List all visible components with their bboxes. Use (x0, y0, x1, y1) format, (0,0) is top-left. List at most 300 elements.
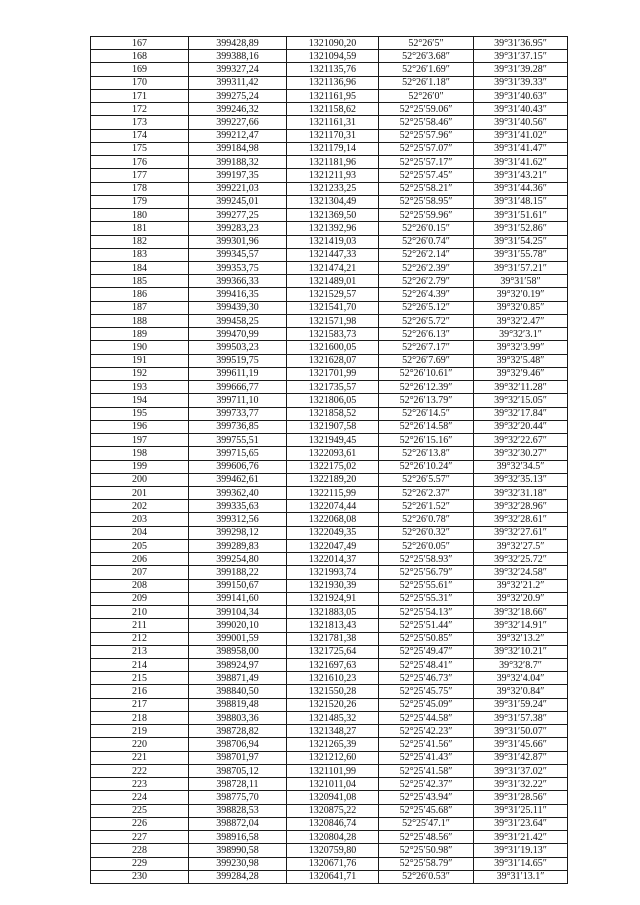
table-row (91, 619, 568, 632)
y-coordinate-cell: 1322093,61 (287, 447, 379, 460)
table-row (91, 632, 568, 645)
table-row (91, 751, 568, 764)
y-coordinate-cell: 1321697,63 (287, 659, 379, 672)
table-row (91, 142, 568, 155)
longitude-cell: 39°31′19.13″ (474, 844, 568, 857)
point-number-cell: 201 (91, 486, 189, 499)
longitude-cell: 39°32′10.21″ (474, 645, 568, 658)
longitude-cell: 39°31′43.21″ (474, 169, 568, 182)
y-coordinate-cell: 1322014,37 (287, 553, 379, 566)
longitude-cell: 39°31′40.56″ (474, 116, 568, 129)
table-row (91, 645, 568, 658)
x-coordinate-cell: 399462,61 (189, 473, 287, 486)
point-number-cell: 220 (91, 738, 189, 751)
longitude-cell: 39°32′8.7″ (474, 659, 568, 672)
y-coordinate-cell: 1321304,49 (287, 195, 379, 208)
longitude-cell: 39°32′2.47″ (474, 314, 568, 327)
point-number-cell: 215 (91, 672, 189, 685)
y-coordinate-cell: 1321179,14 (287, 142, 379, 155)
table-row (91, 778, 568, 791)
longitude-cell: 39°32′27.5″ (474, 539, 568, 552)
point-number-cell: 210 (91, 606, 189, 619)
point-number-cell: 181 (91, 222, 189, 235)
table-row (91, 129, 568, 142)
table-row (91, 156, 568, 169)
table-row (91, 103, 568, 116)
point-number-cell: 203 (91, 513, 189, 526)
x-coordinate-cell: 399439,30 (189, 301, 287, 314)
y-coordinate-cell: 1321993,74 (287, 566, 379, 579)
longitude-cell: 39°31′58″ (474, 275, 568, 288)
table-row (91, 831, 568, 844)
longitude-cell: 39°32′28.61″ (474, 513, 568, 526)
point-number-cell: 227 (91, 831, 189, 844)
latitude-cell: 52°26′14.58″ (379, 420, 474, 433)
latitude-cell: 52°25′59.06″ (379, 103, 474, 116)
longitude-cell: 39°31′42.87″ (474, 751, 568, 764)
longitude-cell: 39°32′31.18″ (474, 486, 568, 499)
latitude-cell: 52°25′57.07″ (379, 142, 474, 155)
latitude-cell: 52°25′58.95″ (379, 195, 474, 208)
y-coordinate-cell: 1321348,27 (287, 725, 379, 738)
point-number-cell: 195 (91, 407, 189, 420)
y-coordinate-cell: 1320846,74 (287, 817, 379, 830)
latitude-cell: 52°25′43.94″ (379, 791, 474, 804)
y-coordinate-cell: 1321701,99 (287, 367, 379, 380)
point-number-cell: 171 (91, 89, 189, 102)
longitude-cell: 39°32′14.91″ (474, 619, 568, 632)
latitude-cell: 52°25′51.44″ (379, 619, 474, 632)
point-number-cell: 199 (91, 460, 189, 473)
longitude-cell: 39°31′14.65″ (474, 857, 568, 870)
x-coordinate-cell: 399353,75 (189, 261, 287, 274)
latitude-cell: 52°26′0.53″ (379, 870, 474, 883)
table-row (91, 698, 568, 711)
y-coordinate-cell: 1321090,20 (287, 37, 379, 50)
point-number-cell: 223 (91, 778, 189, 791)
longitude-cell: 39°31′40.63″ (474, 89, 568, 102)
y-coordinate-cell: 1321161,95 (287, 89, 379, 102)
table-row (91, 116, 568, 129)
y-coordinate-cell: 1321583,73 (287, 328, 379, 341)
longitude-cell: 39°31′28.56″ (474, 791, 568, 804)
y-coordinate-cell: 1320671,76 (287, 857, 379, 870)
x-coordinate-cell: 399284,28 (189, 870, 287, 883)
point-number-cell: 179 (91, 195, 189, 208)
longitude-cell: 39°32′30.27″ (474, 447, 568, 460)
table-row (91, 195, 568, 208)
longitude-cell: 39°31′41.62″ (474, 156, 568, 169)
longitude-cell: 39°32′17.84″ (474, 407, 568, 420)
y-coordinate-cell: 1322074,44 (287, 500, 379, 513)
longitude-cell: 39°32′3.1″ (474, 328, 568, 341)
longitude-cell: 39°32′35.13″ (474, 473, 568, 486)
latitude-cell: 52°25′41.58″ (379, 764, 474, 777)
table-row (91, 659, 568, 672)
longitude-cell: 39°31′57.38″ (474, 711, 568, 724)
y-coordinate-cell: 1321781,38 (287, 632, 379, 645)
table-row (91, 50, 568, 63)
y-coordinate-cell: 1321135,76 (287, 63, 379, 76)
x-coordinate-cell: 399001,59 (189, 632, 287, 645)
x-coordinate-cell: 398701,97 (189, 751, 287, 764)
table-row (91, 870, 568, 883)
point-number-cell: 198 (91, 447, 189, 460)
table-row (91, 460, 568, 473)
x-coordinate-cell: 399362,40 (189, 486, 287, 499)
point-number-cell: 228 (91, 844, 189, 857)
y-coordinate-cell: 1321806,05 (287, 394, 379, 407)
x-coordinate-cell: 399611,19 (189, 367, 287, 380)
longitude-cell: 39°32′9.46″ (474, 367, 568, 380)
x-coordinate-cell: 399519,75 (189, 354, 287, 367)
longitude-cell: 39°32′13.2″ (474, 632, 568, 645)
latitude-cell: 52°26′10.24″ (379, 460, 474, 473)
y-coordinate-cell: 1321474,21 (287, 261, 379, 274)
y-coordinate-cell: 1321883,05 (287, 606, 379, 619)
latitude-cell: 52°26′7.17″ (379, 341, 474, 354)
latitude-cell: 52°26′3.68″ (379, 50, 474, 63)
y-coordinate-cell: 1322175,02 (287, 460, 379, 473)
point-number-cell: 222 (91, 764, 189, 777)
y-coordinate-cell: 1321489,01 (287, 275, 379, 288)
x-coordinate-cell: 399327,24 (189, 63, 287, 76)
x-coordinate-cell: 399301,96 (189, 235, 287, 248)
y-coordinate-cell: 1321211,93 (287, 169, 379, 182)
point-number-cell: 218 (91, 711, 189, 724)
table-row (91, 354, 568, 367)
point-number-cell: 213 (91, 645, 189, 658)
latitude-cell: 52°25′50.85″ (379, 632, 474, 645)
x-coordinate-cell: 399141,60 (189, 592, 287, 605)
y-coordinate-cell: 1321136,96 (287, 76, 379, 89)
table-row (91, 63, 568, 76)
x-coordinate-cell: 398840,50 (189, 685, 287, 698)
table-row (91, 738, 568, 751)
latitude-cell: 52°25′45.75″ (379, 685, 474, 698)
y-coordinate-cell: 1321813,43 (287, 619, 379, 632)
y-coordinate-cell: 1320875,22 (287, 804, 379, 817)
point-number-cell: 184 (91, 261, 189, 274)
table-row (91, 301, 568, 314)
x-coordinate-cell: 398871,49 (189, 672, 287, 685)
x-coordinate-cell: 398828,53 (189, 804, 287, 817)
latitude-cell: 52°25′44.58″ (379, 711, 474, 724)
longitude-cell: 39°31′37.15″ (474, 50, 568, 63)
x-coordinate-cell: 399245,01 (189, 195, 287, 208)
longitude-cell: 39°31′39.33″ (474, 76, 568, 89)
point-number-cell: 207 (91, 566, 189, 579)
point-number-cell: 192 (91, 367, 189, 380)
point-number-cell: 182 (91, 235, 189, 248)
y-coordinate-cell: 1322047,49 (287, 539, 379, 552)
latitude-cell: 52°25′58.93″ (379, 553, 474, 566)
point-number-cell: 196 (91, 420, 189, 433)
y-coordinate-cell: 1321447,33 (287, 248, 379, 261)
x-coordinate-cell: 399188,22 (189, 566, 287, 579)
point-number-cell: 175 (91, 142, 189, 155)
point-number-cell: 193 (91, 381, 189, 394)
y-coordinate-cell: 1321369,50 (287, 209, 379, 222)
y-coordinate-cell: 1322068,08 (287, 513, 379, 526)
x-coordinate-cell: 399345,57 (189, 248, 287, 261)
table-row (91, 89, 568, 102)
point-number-cell: 188 (91, 314, 189, 327)
table-row (91, 314, 568, 327)
table-row (91, 288, 568, 301)
y-coordinate-cell: 1321419,03 (287, 235, 379, 248)
point-number-cell: 204 (91, 526, 189, 539)
longitude-cell: 39°32′0.84″ (474, 685, 568, 698)
longitude-cell: 39°31′36.95″ (474, 37, 568, 50)
longitude-cell: 39°31′55.78″ (474, 248, 568, 261)
longitude-cell: 39°31′13.1″ (474, 870, 568, 883)
y-coordinate-cell: 1321161,31 (287, 116, 379, 129)
x-coordinate-cell: 398728,82 (189, 725, 287, 738)
x-coordinate-cell: 398728,11 (189, 778, 287, 791)
latitude-cell: 52°26′13.8″ (379, 447, 474, 460)
point-number-cell: 226 (91, 817, 189, 830)
longitude-cell: 39°31′41.02″ (474, 129, 568, 142)
longitude-cell: 39°32′5.48″ (474, 354, 568, 367)
point-number-cell: 174 (91, 129, 189, 142)
table-row (91, 857, 568, 870)
latitude-cell: 52°25′58.79″ (379, 857, 474, 870)
x-coordinate-cell: 399470,99 (189, 328, 287, 341)
latitude-cell: 52°26′5.57″ (379, 473, 474, 486)
longitude-cell: 39°32′27.61″ (474, 526, 568, 539)
x-coordinate-cell: 399733,77 (189, 407, 287, 420)
x-coordinate-cell: 399289,83 (189, 539, 287, 552)
point-number-cell: 230 (91, 870, 189, 883)
longitude-cell: 39°31′37.02″ (474, 764, 568, 777)
latitude-cell: 52°26′0.78″ (379, 513, 474, 526)
x-coordinate-cell: 399254,80 (189, 553, 287, 566)
latitude-cell: 52°25′45.09″ (379, 698, 474, 711)
longitude-cell: 39°31′57.21″ (474, 261, 568, 274)
point-number-cell: 168 (91, 50, 189, 63)
longitude-cell: 39°31′41.47″ (474, 142, 568, 155)
y-coordinate-cell: 1321485,32 (287, 711, 379, 724)
longitude-cell: 39°31′21.42″ (474, 831, 568, 844)
point-number-cell: 202 (91, 500, 189, 513)
point-number-cell: 180 (91, 209, 189, 222)
x-coordinate-cell: 399275,24 (189, 89, 287, 102)
point-number-cell: 211 (91, 619, 189, 632)
table-row (91, 275, 568, 288)
table-row (91, 248, 568, 261)
y-coordinate-cell: 1321930,39 (287, 579, 379, 592)
point-number-cell: 214 (91, 659, 189, 672)
latitude-cell: 52°26′4.39″ (379, 288, 474, 301)
latitude-cell: 52°25′55.31″ (379, 592, 474, 605)
table-row (91, 407, 568, 420)
y-coordinate-cell: 1321600,05 (287, 341, 379, 354)
point-number-cell: 186 (91, 288, 189, 301)
longitude-cell: 39°32′28.96″ (474, 500, 568, 513)
table-row (91, 394, 568, 407)
x-coordinate-cell: 399311,42 (189, 76, 287, 89)
y-coordinate-cell: 1321541,70 (287, 301, 379, 314)
longitude-cell: 39°32′15.05″ (474, 394, 568, 407)
point-number-cell: 189 (91, 328, 189, 341)
point-number-cell: 169 (91, 63, 189, 76)
table-row (91, 725, 568, 738)
table-row (91, 367, 568, 380)
latitude-cell: 52°25′46.73″ (379, 672, 474, 685)
latitude-cell: 52°26′0.32″ (379, 526, 474, 539)
point-number-cell: 200 (91, 473, 189, 486)
coordinates-table (90, 36, 568, 884)
x-coordinate-cell: 399188,32 (189, 156, 287, 169)
longitude-cell: 39°32′20.9″ (474, 592, 568, 605)
latitude-cell: 52°25′45.68″ (379, 804, 474, 817)
point-number-cell: 187 (91, 301, 189, 314)
y-coordinate-cell: 1322049,35 (287, 526, 379, 539)
latitude-cell: 52°25′48.41″ (379, 659, 474, 672)
y-coordinate-cell: 1321265,39 (287, 738, 379, 751)
latitude-cell: 52°25′41.43″ (379, 751, 474, 764)
x-coordinate-cell: 398706,94 (189, 738, 287, 751)
longitude-cell: 39°32′34.5″ (474, 460, 568, 473)
x-coordinate-cell: 399184,98 (189, 142, 287, 155)
latitude-cell: 52°25′50.98″ (379, 844, 474, 857)
table-row (91, 473, 568, 486)
table-row (91, 539, 568, 552)
point-number-cell: 197 (91, 434, 189, 447)
latitude-cell: 52°26′7.69″ (379, 354, 474, 367)
point-number-cell: 176 (91, 156, 189, 169)
latitude-cell: 52°25′58.21″ (379, 182, 474, 195)
x-coordinate-cell: 398872,04 (189, 817, 287, 830)
y-coordinate-cell: 1321924,91 (287, 592, 379, 605)
table-row (91, 579, 568, 592)
latitude-cell: 52°26′2.14″ (379, 248, 474, 261)
longitude-cell: 39°32′0.85″ (474, 301, 568, 314)
y-coordinate-cell: 1321170,31 (287, 129, 379, 142)
point-number-cell: 225 (91, 804, 189, 817)
latitude-cell: 52°25′59.96″ (379, 209, 474, 222)
table-row (91, 566, 568, 579)
table-row (91, 804, 568, 817)
point-number-cell: 183 (91, 248, 189, 261)
longitude-cell: 39°32′4.04″ (474, 672, 568, 685)
point-number-cell: 185 (91, 275, 189, 288)
y-coordinate-cell: 1321949,45 (287, 434, 379, 447)
longitude-cell: 39°32′0.19″ (474, 288, 568, 301)
latitude-cell: 52°26′5.72″ (379, 314, 474, 327)
table-row (91, 76, 568, 89)
table-row (91, 37, 568, 50)
latitude-cell: 52°26′0.15″ (379, 222, 474, 235)
x-coordinate-cell: 399366,33 (189, 275, 287, 288)
point-number-cell: 219 (91, 725, 189, 738)
x-coordinate-cell: 399212,47 (189, 129, 287, 142)
x-coordinate-cell: 398924,97 (189, 659, 287, 672)
longitude-cell: 39°32′21.2″ (474, 579, 568, 592)
point-number-cell: 221 (91, 751, 189, 764)
y-coordinate-cell: 1321158,62 (287, 103, 379, 116)
table-row (91, 764, 568, 777)
latitude-cell: 52°25′55.61″ (379, 579, 474, 592)
y-coordinate-cell: 1320641,71 (287, 870, 379, 883)
table-row (91, 606, 568, 619)
table-row (91, 261, 568, 274)
latitude-cell: 52°26′2.37″ (379, 486, 474, 499)
y-coordinate-cell: 1321529,57 (287, 288, 379, 301)
table-row (91, 672, 568, 685)
y-coordinate-cell: 1322115,99 (287, 486, 379, 499)
x-coordinate-cell: 399227,66 (189, 116, 287, 129)
latitude-cell: 52°25′54.13″ (379, 606, 474, 619)
longitude-cell: 39°32′20.44″ (474, 420, 568, 433)
coordinates-table-body (91, 37, 568, 884)
y-coordinate-cell: 1320759,80 (287, 844, 379, 857)
point-number-cell: 216 (91, 685, 189, 698)
y-coordinate-cell: 1321212,60 (287, 751, 379, 764)
table-row (91, 169, 568, 182)
x-coordinate-cell: 399458,25 (189, 314, 287, 327)
longitude-cell: 39°31′52.86″ (474, 222, 568, 235)
latitude-cell: 52°25′42.37″ (379, 778, 474, 791)
x-coordinate-cell: 398916,58 (189, 831, 287, 844)
table-row (91, 513, 568, 526)
y-coordinate-cell: 1322189,20 (287, 473, 379, 486)
table-row (91, 592, 568, 605)
table-row (91, 447, 568, 460)
longitude-cell: 39°32′24.58″ (474, 566, 568, 579)
latitude-cell: 52°25′56.79″ (379, 566, 474, 579)
latitude-cell: 52°25′42.23″ (379, 725, 474, 738)
x-coordinate-cell: 399503,23 (189, 341, 287, 354)
latitude-cell: 52°26′2.39″ (379, 261, 474, 274)
y-coordinate-cell: 1321181,96 (287, 156, 379, 169)
latitude-cell: 52°26′10.61″ (379, 367, 474, 380)
y-coordinate-cell: 1321011,04 (287, 778, 379, 791)
latitude-cell: 52°25′57.96″ (379, 129, 474, 142)
longitude-cell: 39°31′25.11″ (474, 804, 568, 817)
latitude-cell: 52°26′0″ (379, 89, 474, 102)
latitude-cell: 52°26′15.16″ (379, 434, 474, 447)
point-number-cell: 229 (91, 857, 189, 870)
table-row (91, 685, 568, 698)
x-coordinate-cell: 398803,36 (189, 711, 287, 724)
longitude-cell: 39°31′48.15″ (474, 195, 568, 208)
x-coordinate-cell: 399221,03 (189, 182, 287, 195)
x-coordinate-cell: 399755,51 (189, 434, 287, 447)
latitude-cell: 52°26′1.69″ (379, 63, 474, 76)
latitude-cell: 52°26′5.12″ (379, 301, 474, 314)
x-coordinate-cell: 399711,10 (189, 394, 287, 407)
x-coordinate-cell: 398705,12 (189, 764, 287, 777)
point-number-cell: 217 (91, 698, 189, 711)
point-number-cell: 170 (91, 76, 189, 89)
latitude-cell: 52°26′6.13″ (379, 328, 474, 341)
table-row (91, 844, 568, 857)
latitude-cell: 52°25′47.1″ (379, 817, 474, 830)
x-coordinate-cell: 399312,56 (189, 513, 287, 526)
x-coordinate-cell: 398990,58 (189, 844, 287, 857)
point-number-cell: 177 (91, 169, 189, 182)
latitude-cell: 52°25′49.47″ (379, 645, 474, 658)
table-row (91, 711, 568, 724)
table-row (91, 420, 568, 433)
longitude-cell: 39°31′23.64″ (474, 817, 568, 830)
table-row (91, 235, 568, 248)
latitude-cell: 52°26′1.18″ (379, 76, 474, 89)
x-coordinate-cell: 399606,76 (189, 460, 287, 473)
y-coordinate-cell: 1321094,59 (287, 50, 379, 63)
